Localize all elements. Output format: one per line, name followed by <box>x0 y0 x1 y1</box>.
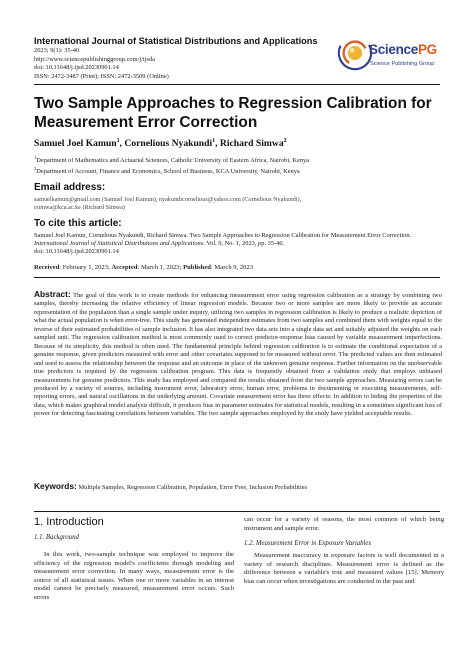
journal-title: International Journal of Statistical Distributions and Applications <box>34 36 318 46</box>
subsection-heading-background: 1.1. Background <box>34 534 79 541</box>
author-name: Richard Simwa <box>219 138 284 150</box>
body-paragraph: In this work, two-sample technique was employed to improve the efficiency of the regression model's coefficients through modeling and measurement error correction. In many ways, measurement error is the source of all statistical issues. When one or more variables in an interest model cannot be precisely measured, measurement error occurs. Such errors <box>34 551 234 601</box>
header-divider <box>34 84 440 85</box>
journal-volume: 2023; 9(1): 35-40 <box>34 47 80 54</box>
citation-text: Samuel Joel Kamun, Cornelious Nyakundi, Richard Simwa. Two Sample Approaches to Regression Calibration for Measurement Error Correction. International Journal of Statistical Distributions and Applications. Vol. 9, No. 1, 2023, pp. 35-40. doi: 10.11648/j.ijsd.20230901.14 <box>34 232 412 256</box>
keywords-label: Keywords: <box>34 481 77 491</box>
author-list: Samuel Joel Kamun$^1$, Cornelious Nyakundi$^1$, Richard Simwa$^2$ <box>34 138 287 150</box>
abstract-text: The goal of this work is to create methods for enhancing measurement error using regression calibration as a strategy by combining two samples, thereby increasing the relative efficiency of linear regression models. Because two or more samples are more likely to provide an accurate representation of the population than a single sample under inquiry, utilizing two samples in regression calibration is likely to produce a realistic depiction of what the actual population is when error-free. This study has generated independent estimates from two samples and combined them with weights equal to the inverse of their estimated probabilities of sample inclusion. It has also integrated two data sets into a single data set and suitably adjusted the weights on each sampled unit. The regression calibration method is most commonly used to correct predictor-response bias caused by variable measurement imperfections. Because of its simplicity, this method is often used. The fundamental principle behind regression calibration is to estimate the conditional expectation of a genuine response, given predictors measured with error and other covariates supposed to be measured without error. The predicted values are then estimated and used to assess the relationship between the response and an outcome in place of the unknown genuine response. Further information on the unobservable true predictors is required by the regression calibration program. This data is frequently obtained from a validation study that employs unbiased measurements for genuine predictors. This study has employed and compared the results obtained from the two sample approaches. Measuring errors can be produced by a variety of sources, including instrument error, laboratory error, human error, problems in documenting or executing measurements, self-reporting errors, and natural oscillations in the underlying amount. Covariate measurement error has three effects: In addition to hiding the properties of the data, which makes graphical model analysis difficult, it produces bias in parameter estimates for statistical models, resulting in a sometimes significant loss of power for detecting fascinating correlations between variables. The two sample approaches employed by the study have yielded acceptable results. <box>34 292 442 418</box>
logo-subtitle: Science Publishing Group <box>370 61 435 67</box>
citation-heading: To cite this article: <box>34 218 122 229</box>
section-heading-introduction: 1. Introduction <box>34 516 104 528</box>
sciencepg-logo <box>336 30 446 80</box>
journal-header <box>34 36 334 81</box>
citation-doi[interactable]: doi: 10.11648/j.ijsd.20230901.14 <box>34 248 119 256</box>
author-name: Samuel Joel Kamun <box>34 138 117 150</box>
journal-url[interactable]: http://www.sciencepublishinggroup.com/j/ijsda <box>34 55 155 63</box>
subsection-heading-measurement-error: 1.2. Measurement Error in Exposure Variables <box>244 540 372 547</box>
affiliation: $^1$Department of Mathematics and Actuarial Sciences, Catholic University of Eastern Africa, Nairobi, Kenya <box>34 155 310 165</box>
keywords <box>34 481 442 491</box>
abstract <box>34 290 442 419</box>
logo-name: SciencePG <box>369 42 437 57</box>
affiliation: $^2$Department of Account, Finance and Economics, School of Business, KCA University, Nairobi, Kenya <box>34 166 300 176</box>
keywords-text: Multiple Samples, Regression Calibration, Population, Error Free, Inclusion Probabilities <box>78 484 308 491</box>
abstract-divider <box>34 277 440 278</box>
body-paragraph: Measurement inaccuracy in exposure factors is well documented in a variety of research disciplines. Measurement error is defined as the difference between a variable's true and measured values [15]. Memory bias can occur when investigations are conducted in the past and <box>244 552 444 585</box>
body-divider <box>34 511 440 512</box>
publication-dates: Received: February 1, 2023; Accepted: March 1, 2023; Published: March 9, 2023 <box>34 264 254 271</box>
email-addresses[interactable]: samuelkamun@gmail.com (Samuel Joel Kamun), nyakundicornelious@yahoo.com (Cornelious Nyakundi), <box>34 196 302 203</box>
email-heading: Email address: <box>34 182 106 193</box>
journal-issn: ISSN: 2472-3487 (Print); ISSN: 2472-3509 (Online) <box>34 72 169 80</box>
email-addresses[interactable]: rsimwa@kca.ac.ke (Richard Simwa) <box>34 204 125 211</box>
paper-title: Two Sample Approaches to Regression Calibration for Measurement Error Correction <box>34 95 432 131</box>
author-name: Cornelious Nyakundi <box>124 138 213 150</box>
body-paragraph: can occur for a variety of reasons, the most common of which being instrument and sample error. <box>244 516 444 532</box>
journal-doi[interactable]: doi: 10.11648/j.ijsd.20230901.14 <box>34 64 119 72</box>
abstract-label: Abstract: <box>34 289 71 299</box>
